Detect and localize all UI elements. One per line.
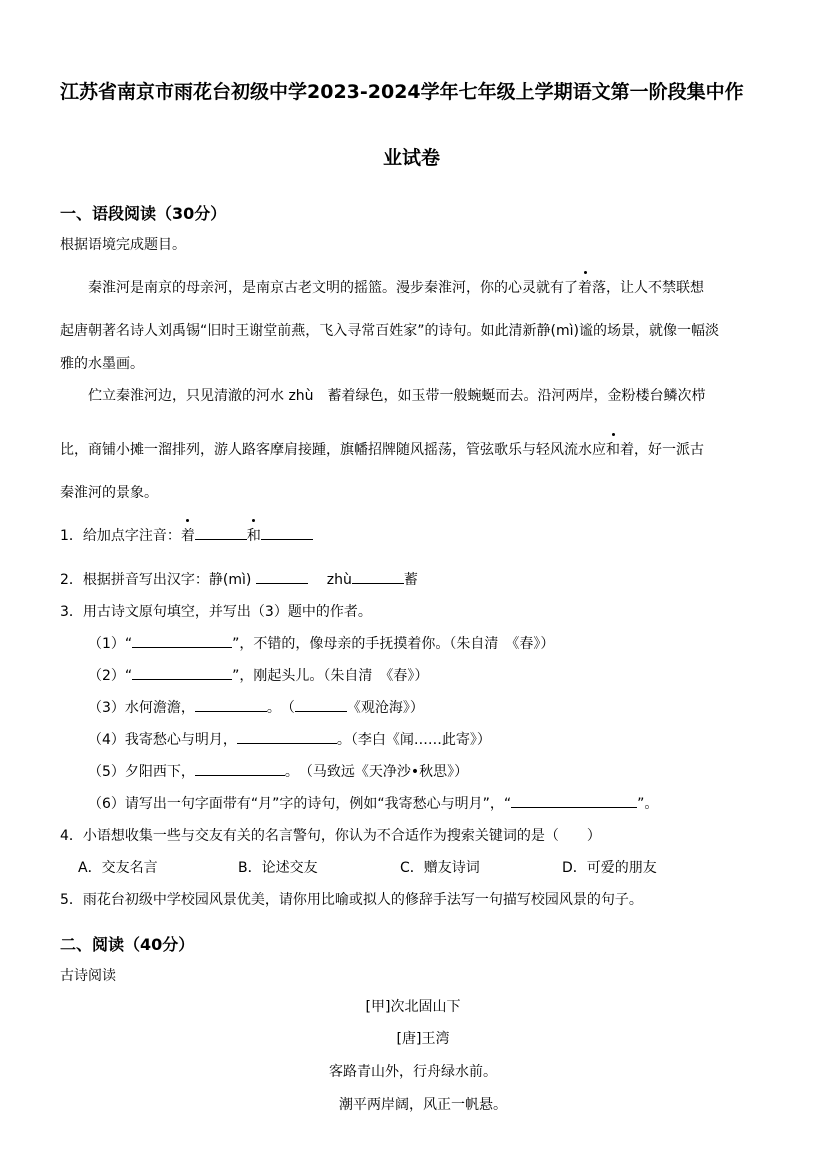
passage-p2-line2: 比，商铺小摊一溜排列，游人路客摩肩接踵，旗幡招牌随风摇荡，管弦歌乐与轻风流水应和着，好一派古 [60,439,704,459]
question-3-2: （2）“ ”，刚起头儿。（朱自清 《春》） [88,665,428,685]
q3-6-blank[interactable] [511,793,637,808]
q4-option-a[interactable]: A．交友名言 [78,860,158,876]
question-4: 4．小语想收集一些与交友有关的名言警句，你认为不合适作为搜索关键词的是（ ） [60,828,601,844]
q4-option-d[interactable]: D．可爱的朋友 [562,860,657,876]
q3-3-blank-2[interactable] [295,697,347,712]
q3-4-blank[interactable] [237,729,337,744]
passage-p1-line3: 雅的水墨画。 [60,356,144,372]
poem-line-1: 客路青山外，行舟绿水前。 [329,1064,497,1080]
doc-title-line2: 业试卷 [383,147,441,169]
question-3: 3．用古诗文原句填空，并写出（3）题中的作者。 [60,604,372,620]
q2-blank-2[interactable] [352,569,404,584]
dotted-char-zhuo: 着 [578,277,592,297]
passage-p1-line1: 秦淮河是南京的母亲河，是南京古老文明的摇篮。漫步秦淮河，你的心灵就有了着落，让人不禁联想 [88,277,704,297]
question-1: 1．给加点字注音：着 和 [60,525,313,545]
q3-1-blank[interactable] [132,633,232,648]
poem-line-2: 潮平两岸阔，风正一帆悬。 [339,1097,507,1113]
poem-author: [唐]王湾 [396,1031,450,1047]
question-3-5: （5）夕阳西下， 。 （马致远《天净沙•秋思》） [88,761,468,781]
q1-dotted-char-2: 和 [247,525,261,545]
q3-2-blank[interactable] [132,665,232,680]
dotted-char-he: 和 [606,439,620,459]
question-3-3: （3）水何澹澹， 。 （ 《观沧海》） [88,697,424,717]
q1-dotted-char-1: 着 [181,525,195,545]
q4-option-c[interactable]: C．赠友诗词 [400,860,480,876]
section1-heading: 一、语段阅读（30分） [60,204,227,223]
section1-instruction: 根据语境完成题目。 [60,237,186,253]
q1-blank-2[interactable] [261,525,313,540]
passage-p1-line2: 起唐朝著名诗人刘禹锡“旧时王谢堂前燕，飞入寻常百姓家”的诗句。如此清新静(mì)谧的场景，就像一幅淡 [60,323,719,339]
section2-heading: 二、阅读（40分） [60,935,195,954]
question-5: 5．雨花台初级中学校园风景优美，请你用比喻或拟人的修辞手法写一句描写校园风景的句子。 [60,892,643,908]
poem-title: [甲]次北固山下 [365,999,461,1015]
section2-subheading: 古诗阅读 [60,968,116,984]
question-3-6: （6）请写出一句字面带有“月”字的诗句，例如“我寄愁心与明月”，“ ”。 [88,793,658,813]
q4-option-b[interactable]: B．论述交友 [238,860,318,876]
question-3-4: （4）我寄愁心与明月， 。（李白《闻……此寄》） [88,729,491,749]
q1-blank-1[interactable] [195,525,247,540]
question-2: 2．根据拼音写出汉字：静(mì) zhù 蓄 [60,569,418,589]
question-3-1: （1）“ ”，不错的，像母亲的手抚摸着你。（朱自清 《春》） [88,633,554,653]
doc-title-line1: 江苏省南京市雨花台初级中学2023-2024学年七年级上学期语文第一阶段集中作 [60,81,744,103]
q2-blank-1[interactable] [256,569,308,584]
passage-p2-line1: 伫立秦淮河边，只见清澈的河水 zhù 蓄着绿色，如玉带一般蜿蜒而去。沿河两岸，金粉楼台鳞次栉 [88,388,706,404]
q3-3-blank-1[interactable] [195,697,267,712]
q3-5-blank[interactable] [195,761,285,776]
passage-p2-line3: 秦淮河的景象。 [60,485,158,501]
